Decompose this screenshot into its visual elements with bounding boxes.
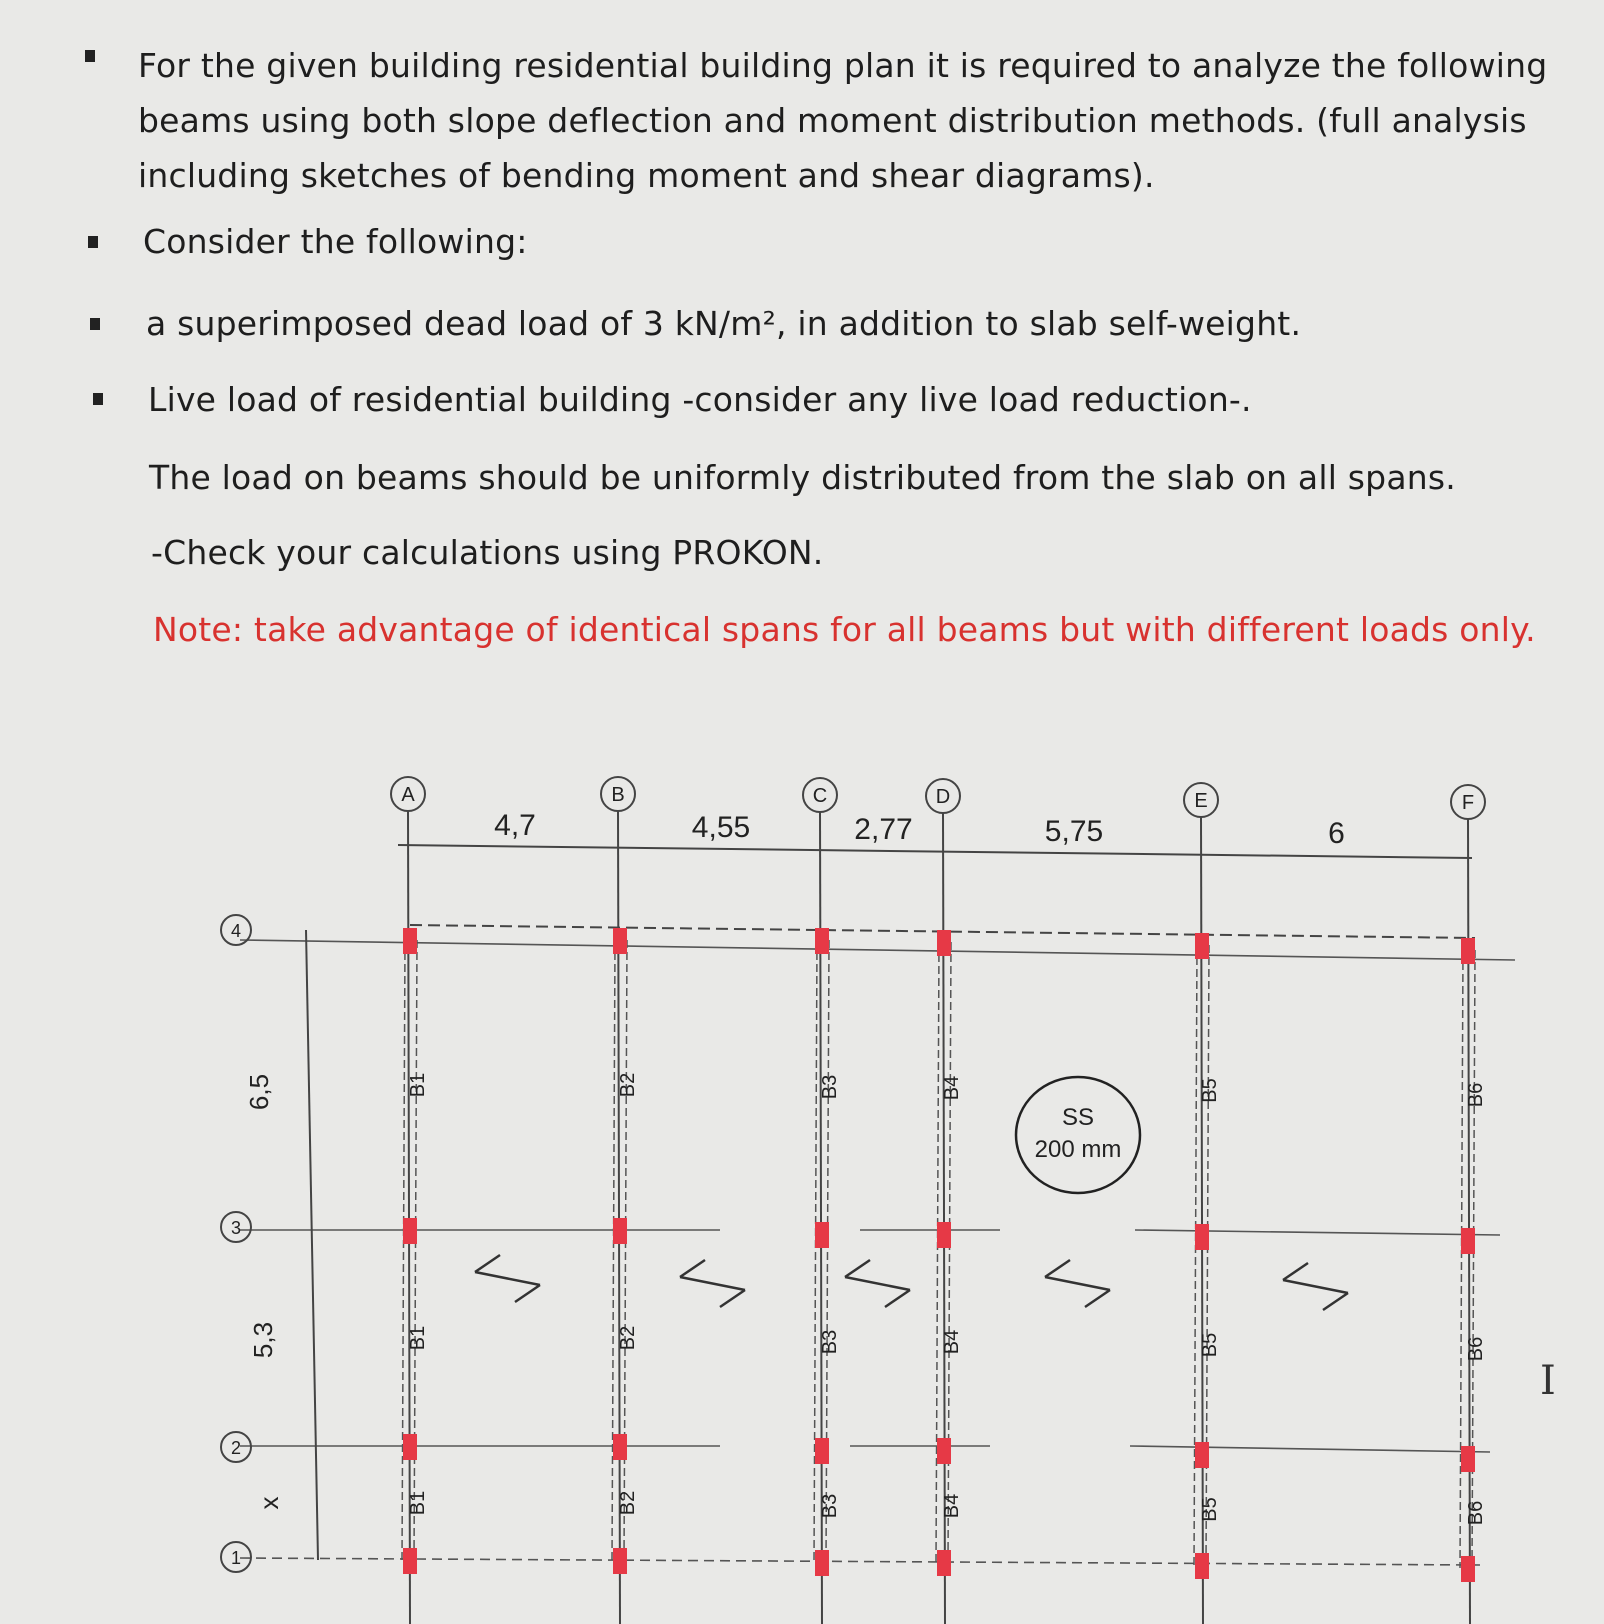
beam-label: B4 — [941, 1493, 963, 1519]
row-line-4 — [240, 940, 1515, 960]
bullet-marker — [93, 393, 103, 405]
beam-line — [1206, 945, 1209, 1565]
beam-label: B5 — [1199, 1497, 1221, 1522]
row-bubble-1 — [221, 1542, 251, 1572]
grid-label-A: A — [401, 784, 415, 806]
beam-label: B5 — [1199, 1078, 1221, 1103]
column-square — [403, 1218, 417, 1244]
column-square — [815, 1438, 829, 1464]
row-span-label: 6,5 — [244, 1073, 274, 1111]
paragraph-uniform-load: The load on beams should be uniformly distributed from the slab on all spans. — [149, 458, 1456, 497]
column-square — [937, 1550, 951, 1576]
building-plan-drawing — [0, 740, 1604, 1624]
beam-line — [1194, 945, 1197, 1565]
beam-label: B6 — [1465, 1336, 1487, 1362]
grid-bubble-D — [926, 779, 960, 813]
paragraph-check-prokon: -Check your calculations using PROKON. — [151, 533, 824, 572]
beam-label: B4 — [941, 1075, 963, 1101]
column-square — [937, 930, 951, 956]
grid-bubble-E — [1184, 783, 1218, 817]
column-square — [403, 928, 417, 954]
slab-label: SS — [1061, 1104, 1095, 1131]
column-square — [815, 928, 829, 954]
column-square — [1195, 1442, 1209, 1468]
bullet-marker — [88, 236, 98, 248]
beam-line — [826, 940, 829, 1562]
column-square — [1461, 1556, 1475, 1582]
row-bubble-4 — [221, 915, 251, 945]
dimension-line-top — [398, 845, 1472, 858]
column-square — [815, 1222, 829, 1248]
column-square — [1461, 1228, 1475, 1254]
column-square — [937, 1438, 951, 1464]
row-span-label: 5,3 — [248, 1321, 278, 1359]
span-direction-arrow — [845, 1260, 910, 1307]
column-square — [1461, 1446, 1475, 1472]
grid-bubble-F — [1451, 785, 1485, 819]
column-square — [403, 1548, 417, 1574]
beam-line — [1472, 950, 1475, 1568]
column-square — [613, 1548, 627, 1574]
column-square — [1461, 938, 1475, 964]
beam-line — [612, 940, 615, 1560]
row-line-1 — [240, 1558, 1480, 1565]
svg-text:4: 4 — [230, 921, 242, 941]
dimension-line-left — [306, 930, 318, 1560]
column-square — [937, 1222, 951, 1248]
column-square — [1195, 1224, 1209, 1250]
beam-label: B2 — [617, 1072, 639, 1098]
grid-label-D: D — [935, 786, 951, 808]
text-cursor-icon: I — [1540, 1358, 1556, 1404]
span-label: 4,7 — [494, 809, 536, 842]
bullet-text-1: For the given building residential building plan it is required to analyze the following beams using both slope deflection and moment distribution methods. (full analysis including sketches of bending moment and shear diagrams). — [138, 46, 1548, 195]
slab-thickness: 200 mm — [1034, 1136, 1122, 1163]
beam-line — [402, 940, 405, 1560]
grid-label-C: C — [812, 785, 828, 807]
beam-label: B2 — [617, 1490, 639, 1516]
beam-label: B1 — [407, 1072, 429, 1098]
beam-label: B4 — [941, 1329, 963, 1355]
beam-label: B3 — [819, 1074, 841, 1100]
beam-line — [414, 940, 417, 1560]
column-square — [1195, 1553, 1209, 1579]
grid-bubble-B — [601, 777, 635, 811]
bullet-text-2: Consider the following: — [143, 222, 528, 261]
grid-label-B: B — [611, 784, 625, 806]
beam-label: B1 — [407, 1490, 429, 1516]
beam-line — [624, 940, 627, 1560]
beam-label: B3 — [819, 1329, 841, 1355]
column-square — [403, 1434, 417, 1460]
column-square — [613, 928, 627, 954]
bullet-text-3: a superimposed dead load of 3 kN/m², in addition to slab self-weight. — [146, 304, 1302, 343]
span-direction-arrow — [1045, 1260, 1110, 1307]
span-label: 5,75 — [1044, 815, 1104, 848]
span-direction-arrow — [1283, 1263, 1348, 1310]
beam-line — [936, 942, 939, 1562]
row-bubble-2 — [221, 1432, 251, 1462]
beam-line — [948, 942, 951, 1562]
span-direction-arrow — [475, 1255, 540, 1302]
beam-line — [814, 940, 817, 1562]
column-square — [613, 1218, 627, 1244]
svg-text:2: 2 — [230, 1438, 242, 1458]
grid-label-E: E — [1194, 790, 1208, 812]
row-bubble-3 — [221, 1212, 251, 1242]
bullet-text-4: Live load of residential building -consider any live load reduction-. — [148, 380, 1252, 419]
row-line-2c — [1130, 1446, 1490, 1452]
beam-label: B6 — [1465, 1082, 1487, 1108]
slab-spec-callout — [1016, 1077, 1140, 1193]
svg-text:3: 3 — [230, 1218, 242, 1238]
bullet-marker — [85, 50, 95, 62]
span-label: 2,77 — [854, 813, 913, 846]
column-square — [815, 1550, 829, 1576]
span-direction-arrow — [680, 1260, 745, 1307]
grid-label-F: F — [1461, 792, 1475, 814]
beam-label: B2 — [617, 1325, 639, 1351]
bullet-marker — [90, 318, 100, 330]
column-square — [613, 1434, 627, 1460]
column-square — [1195, 933, 1209, 959]
beam-label: B5 — [1199, 1332, 1221, 1358]
beam-line — [1460, 950, 1463, 1568]
beam-label: B1 — [407, 1325, 429, 1351]
span-label: 4,55 — [691, 811, 751, 844]
row-span-label: x — [254, 1496, 284, 1510]
svg-text:1: 1 — [230, 1548, 242, 1568]
beam-label: B6 — [1465, 1500, 1487, 1526]
row-line-3c — [1135, 1230, 1500, 1235]
span-label: 6 — [1328, 817, 1345, 850]
note-text: Note: take advantage of identical spans for all beams but with different loads only. — [153, 610, 1536, 649]
beam-label: B3 — [819, 1493, 841, 1519]
grid-bubble-C — [803, 778, 837, 812]
grid-bubble-A — [391, 777, 425, 811]
